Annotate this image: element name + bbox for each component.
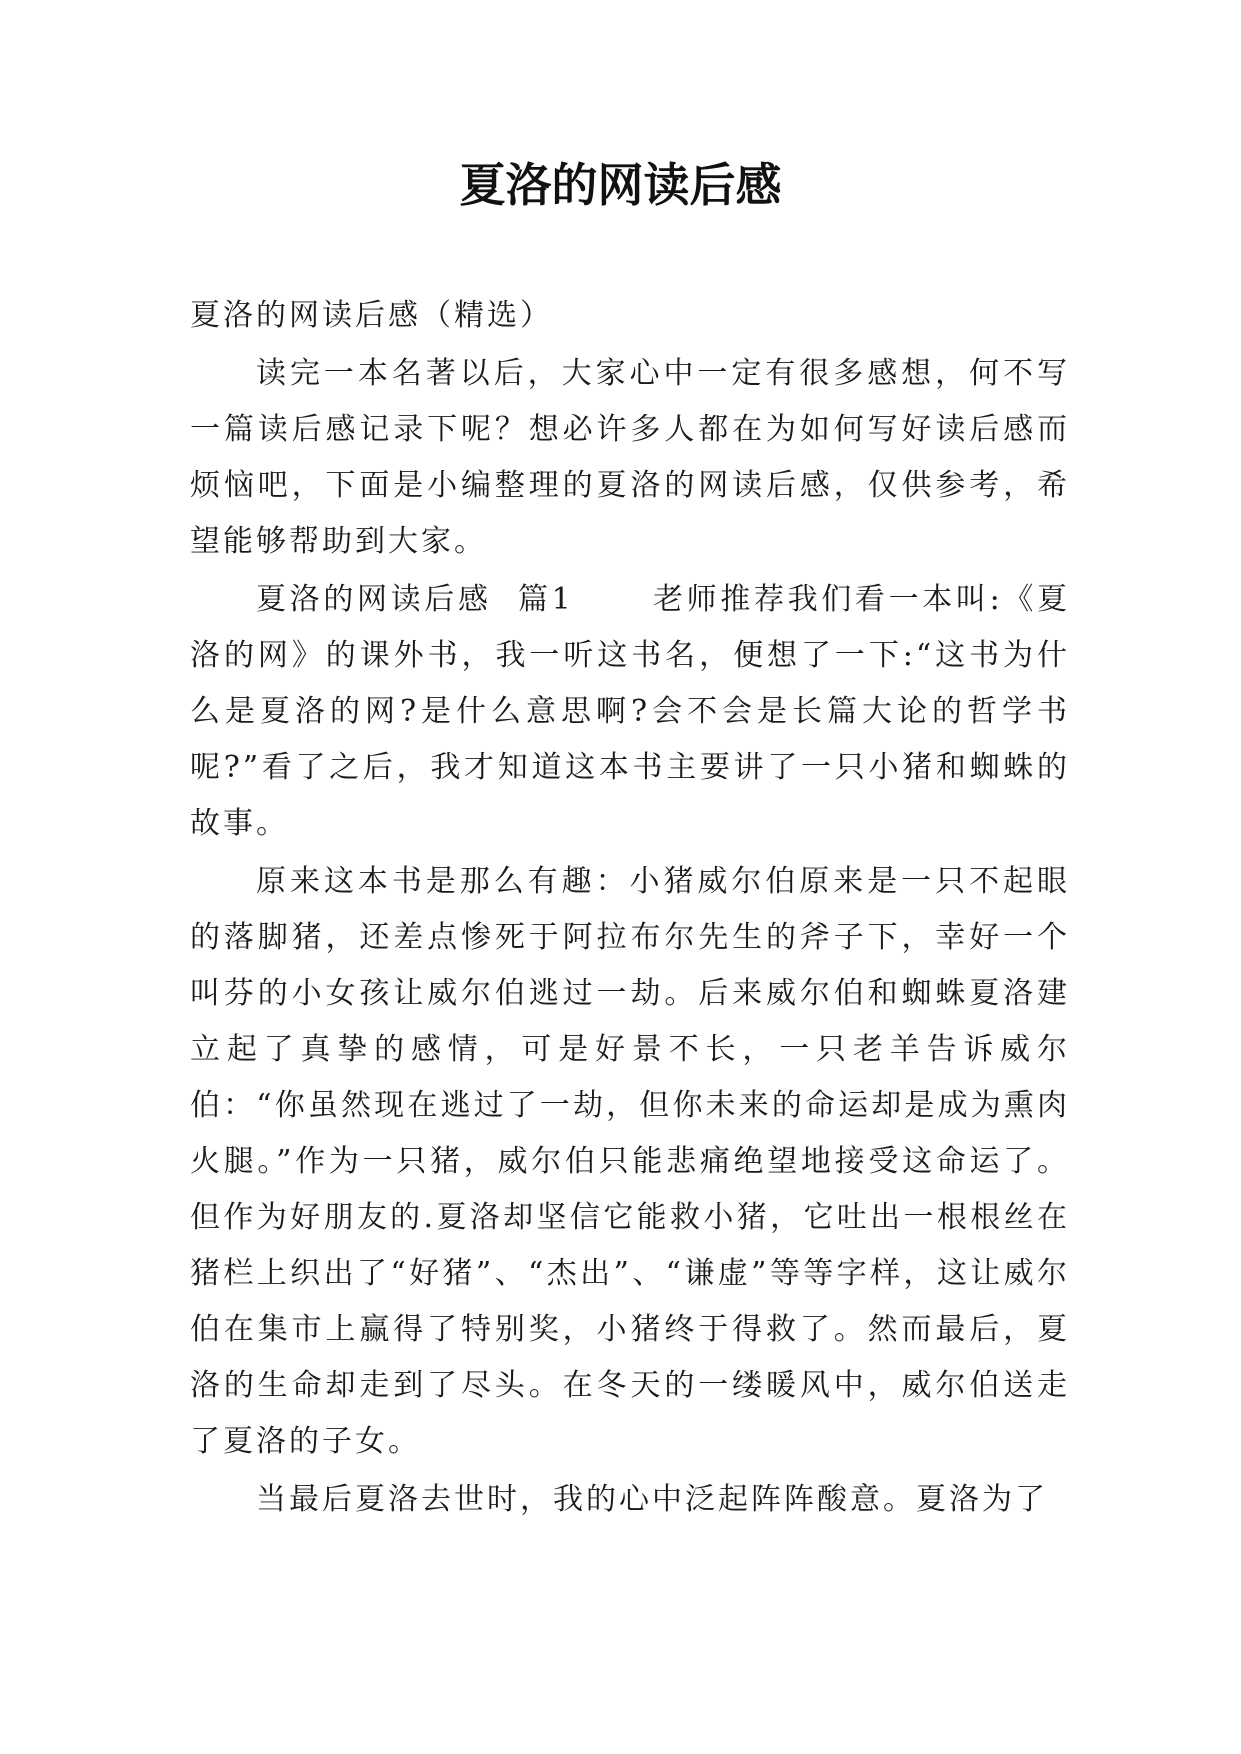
paragraph-ending: 当最后夏洛去世时，我的心中泛起阵阵酸意。夏洛为了 [256,1482,1048,1517]
paragraph-story-summary: 原来这本书是那么有趣：小猪威尔伯原来是一只不起眼的落脚猪，还差点惨死于阿拉布尔先生的斧子下，幸好一个叫芬的小女孩让威尔伯逃过一劫。后来威尔伯和蜘蛛夏洛建立起了真挚的感情，可是好景不长，一只老羊告诉威尔伯：“你虽然现在逃过了一劫，但你未来的命运却是成为熏肉火腿。”作为一只猪，威尔伯只能悲痛绝望地接受这命运了。但作为好朋友的.夏洛却坚信它能救小猪，它吐出一根根丝在猪栏上织出了“好猪”、“杰出”、“谦虚”等等字样，这让威尔伯在集市上赢得了特别奖，小猪终于得救了。然而最后，夏洛的生命却走到了尽头。在冬天的一缕暖风中，威尔伯送走了夏洛的子女。 [190,864,1070,1459]
paragraph-intro: 读完一本名著以后，大家心中一定有很多感想，何不写一篇读后感记录下呢？想必许多人都在为如何写好读后感而烦恼吧，下面是小编整理的夏洛的网读后感，仅供参考，希望能够帮助到大家。 [190,356,1070,559]
document-body [190,288,1070,1530]
document-title: 夏洛的网读后感 [459,158,782,212]
paragraph-part-1: 夏洛的网读后感 篇1 老师推荐我们看一本叫:《夏洛的网》的课外书，我一听这书名，便想了一下:“这书为什么是夏洛的网?是什么意思啊?会不会是长篇大论的哲学书呢?”看了之后，我才知道这本书主要讲了一只小猪和蜘蛛的故事。 [190,582,1070,841]
document-subtitle: 夏洛的网读后感（精选） [190,298,553,333]
